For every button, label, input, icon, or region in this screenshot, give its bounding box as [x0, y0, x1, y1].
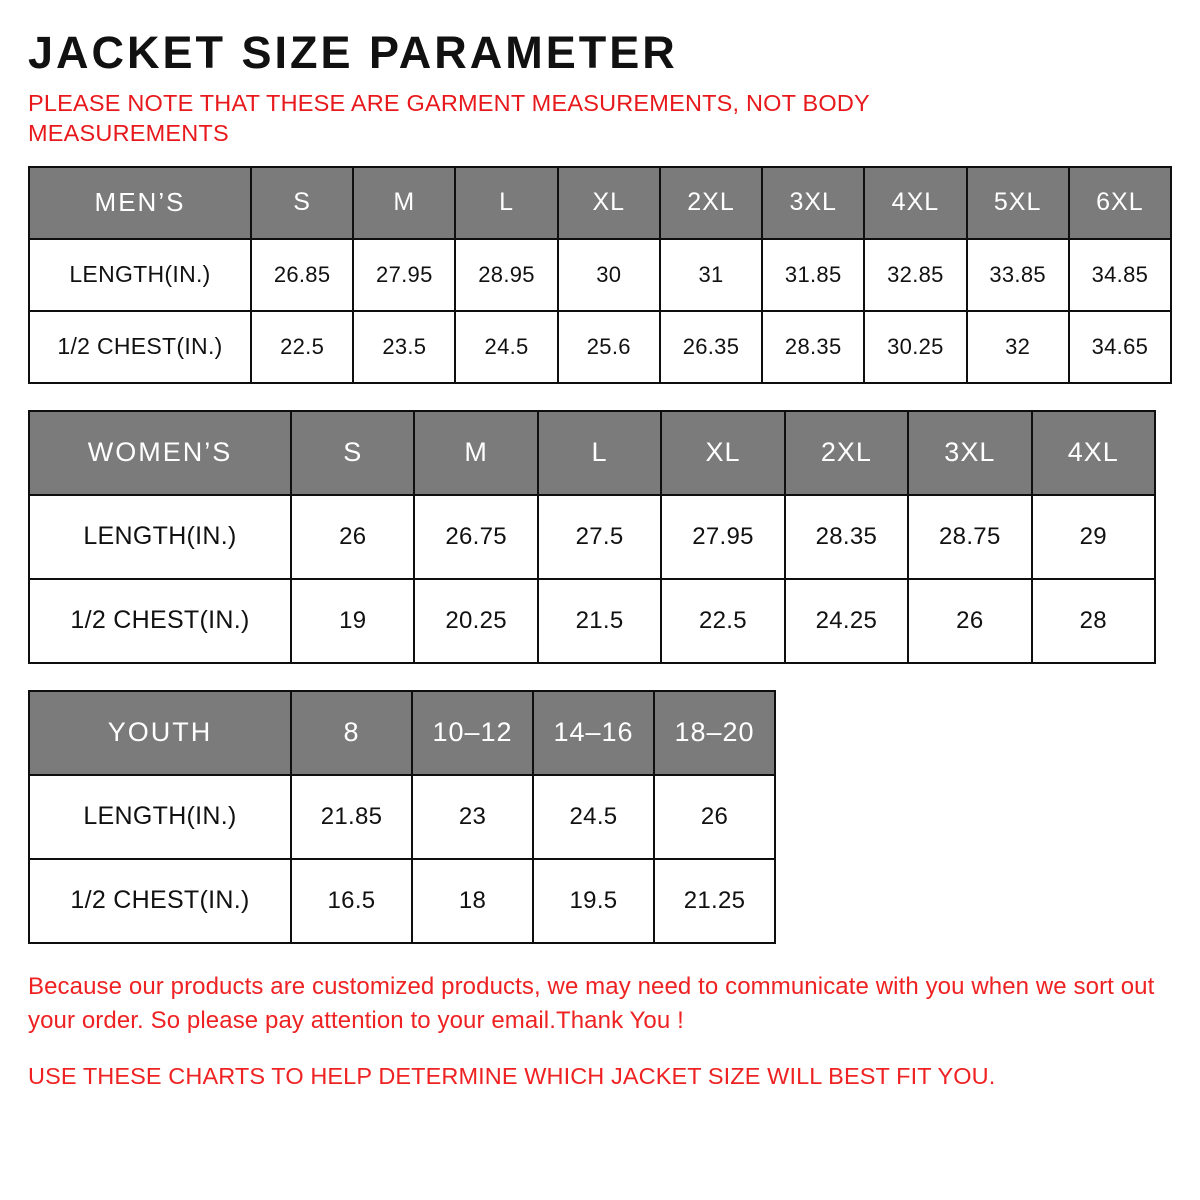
row-label: LENGTH(IN.) — [29, 495, 291, 579]
cell-value: 21.25 — [654, 859, 775, 943]
cell-value: 29 — [1032, 495, 1155, 579]
cell-value: 24.25 — [785, 579, 908, 663]
column-header-size: S — [291, 411, 414, 495]
column-header-size: 2XL — [660, 167, 762, 239]
cell-value: 16.5 — [291, 859, 412, 943]
cell-value: 22.5 — [251, 311, 353, 383]
cell-value: 30.25 — [864, 311, 966, 383]
column-header-size: M — [414, 411, 537, 495]
cell-value: 32 — [967, 311, 1069, 383]
table-row — [29, 859, 775, 943]
cell-value: 32.85 — [864, 239, 966, 311]
cell-value: 28.35 — [762, 311, 864, 383]
cell-value: 28.35 — [785, 495, 908, 579]
column-header-category: MEN’S — [29, 167, 251, 239]
cell-value: 27.95 — [353, 239, 455, 311]
column-header-size: 14–16 — [533, 691, 654, 775]
footer-paragraph-2: USE THESE CHARTS TO HELP DETERMINE WHICH JACKET SIZE WILL BEST FIT YOU. — [28, 1062, 996, 1089]
column-header-size: S — [251, 167, 353, 239]
cell-value: 22.5 — [661, 579, 784, 663]
column-header-size: XL — [661, 411, 784, 495]
mens-size-table — [28, 166, 1172, 384]
cell-value: 24.5 — [455, 311, 557, 383]
cell-value: 33.85 — [967, 239, 1069, 311]
cell-value: 26.85 — [251, 239, 353, 311]
row-label: LENGTH(IN.) — [29, 239, 251, 311]
table-row — [29, 579, 1155, 663]
column-header-category: YOUTH — [29, 691, 291, 775]
womens-size-table — [28, 410, 1156, 664]
cell-value: 34.65 — [1069, 311, 1171, 383]
footer-paragraph-1: Because our products are customized products, we may need to communicate with you when we sort out your order. So please pay attention to your email.Thank You ! — [28, 972, 1155, 1034]
cell-value: 26 — [908, 579, 1031, 663]
column-header-size: 18–20 — [654, 691, 775, 775]
column-header-size: L — [455, 167, 557, 239]
page-title: JACKET SIZE PARAMETER — [28, 27, 678, 78]
cell-value: 31 — [660, 239, 762, 311]
column-header-size: 3XL — [908, 411, 1031, 495]
cell-value: 31.85 — [762, 239, 864, 311]
measurement-note: PLEASE NOTE THAT THESE ARE GARMENT MEASUREMENTS, NOT BODY MEASUREMENTS — [28, 89, 870, 146]
cell-value: 18 — [412, 859, 533, 943]
cell-value: 21.5 — [538, 579, 661, 663]
table-row — [29, 239, 1171, 311]
cell-value: 28.95 — [455, 239, 557, 311]
cell-value: 28 — [1032, 579, 1155, 663]
cell-value: 26 — [654, 775, 775, 859]
cell-value: 20.25 — [414, 579, 537, 663]
youth-size-table — [28, 690, 776, 944]
table-header-row — [29, 411, 1155, 495]
column-header-size: XL — [558, 167, 660, 239]
cell-value: 27.5 — [538, 495, 661, 579]
cell-value: 25.6 — [558, 311, 660, 383]
column-header-size: 3XL — [762, 167, 864, 239]
cell-value: 30 — [558, 239, 660, 311]
table-row — [29, 495, 1155, 579]
table-header-row — [29, 167, 1171, 239]
cell-value: 28.75 — [908, 495, 1031, 579]
column-header-size: L — [538, 411, 661, 495]
column-header-size: 10–12 — [412, 691, 533, 775]
column-header-category: WOMEN’S — [29, 411, 291, 495]
row-label: 1/2 CHEST(IN.) — [29, 859, 291, 943]
row-label: 1/2 CHEST(IN.) — [29, 579, 291, 663]
row-label: 1/2 CHEST(IN.) — [29, 311, 251, 383]
cell-value: 26.75 — [414, 495, 537, 579]
column-header-size: M — [353, 167, 455, 239]
cell-value: 24.5 — [533, 775, 654, 859]
cell-value: 19.5 — [533, 859, 654, 943]
column-header-size: 6XL — [1069, 167, 1171, 239]
column-header-size: 5XL — [967, 167, 1069, 239]
column-header-size: 4XL — [1032, 411, 1155, 495]
cell-value: 26.35 — [660, 311, 762, 383]
cell-value: 19 — [291, 579, 414, 663]
table-row — [29, 775, 775, 859]
table-row — [29, 311, 1171, 383]
column-header-size: 8 — [291, 691, 412, 775]
cell-value: 21.85 — [291, 775, 412, 859]
table-header-row — [29, 691, 775, 775]
cell-value: 23.5 — [353, 311, 455, 383]
footer-notes — [28, 970, 1158, 1094]
cell-value: 34.85 — [1069, 239, 1171, 311]
cell-value: 26 — [291, 495, 414, 579]
cell-value: 23 — [412, 775, 533, 859]
column-header-size: 4XL — [864, 167, 966, 239]
row-label: LENGTH(IN.) — [29, 775, 291, 859]
cell-value: 27.95 — [661, 495, 784, 579]
column-header-size: 2XL — [785, 411, 908, 495]
